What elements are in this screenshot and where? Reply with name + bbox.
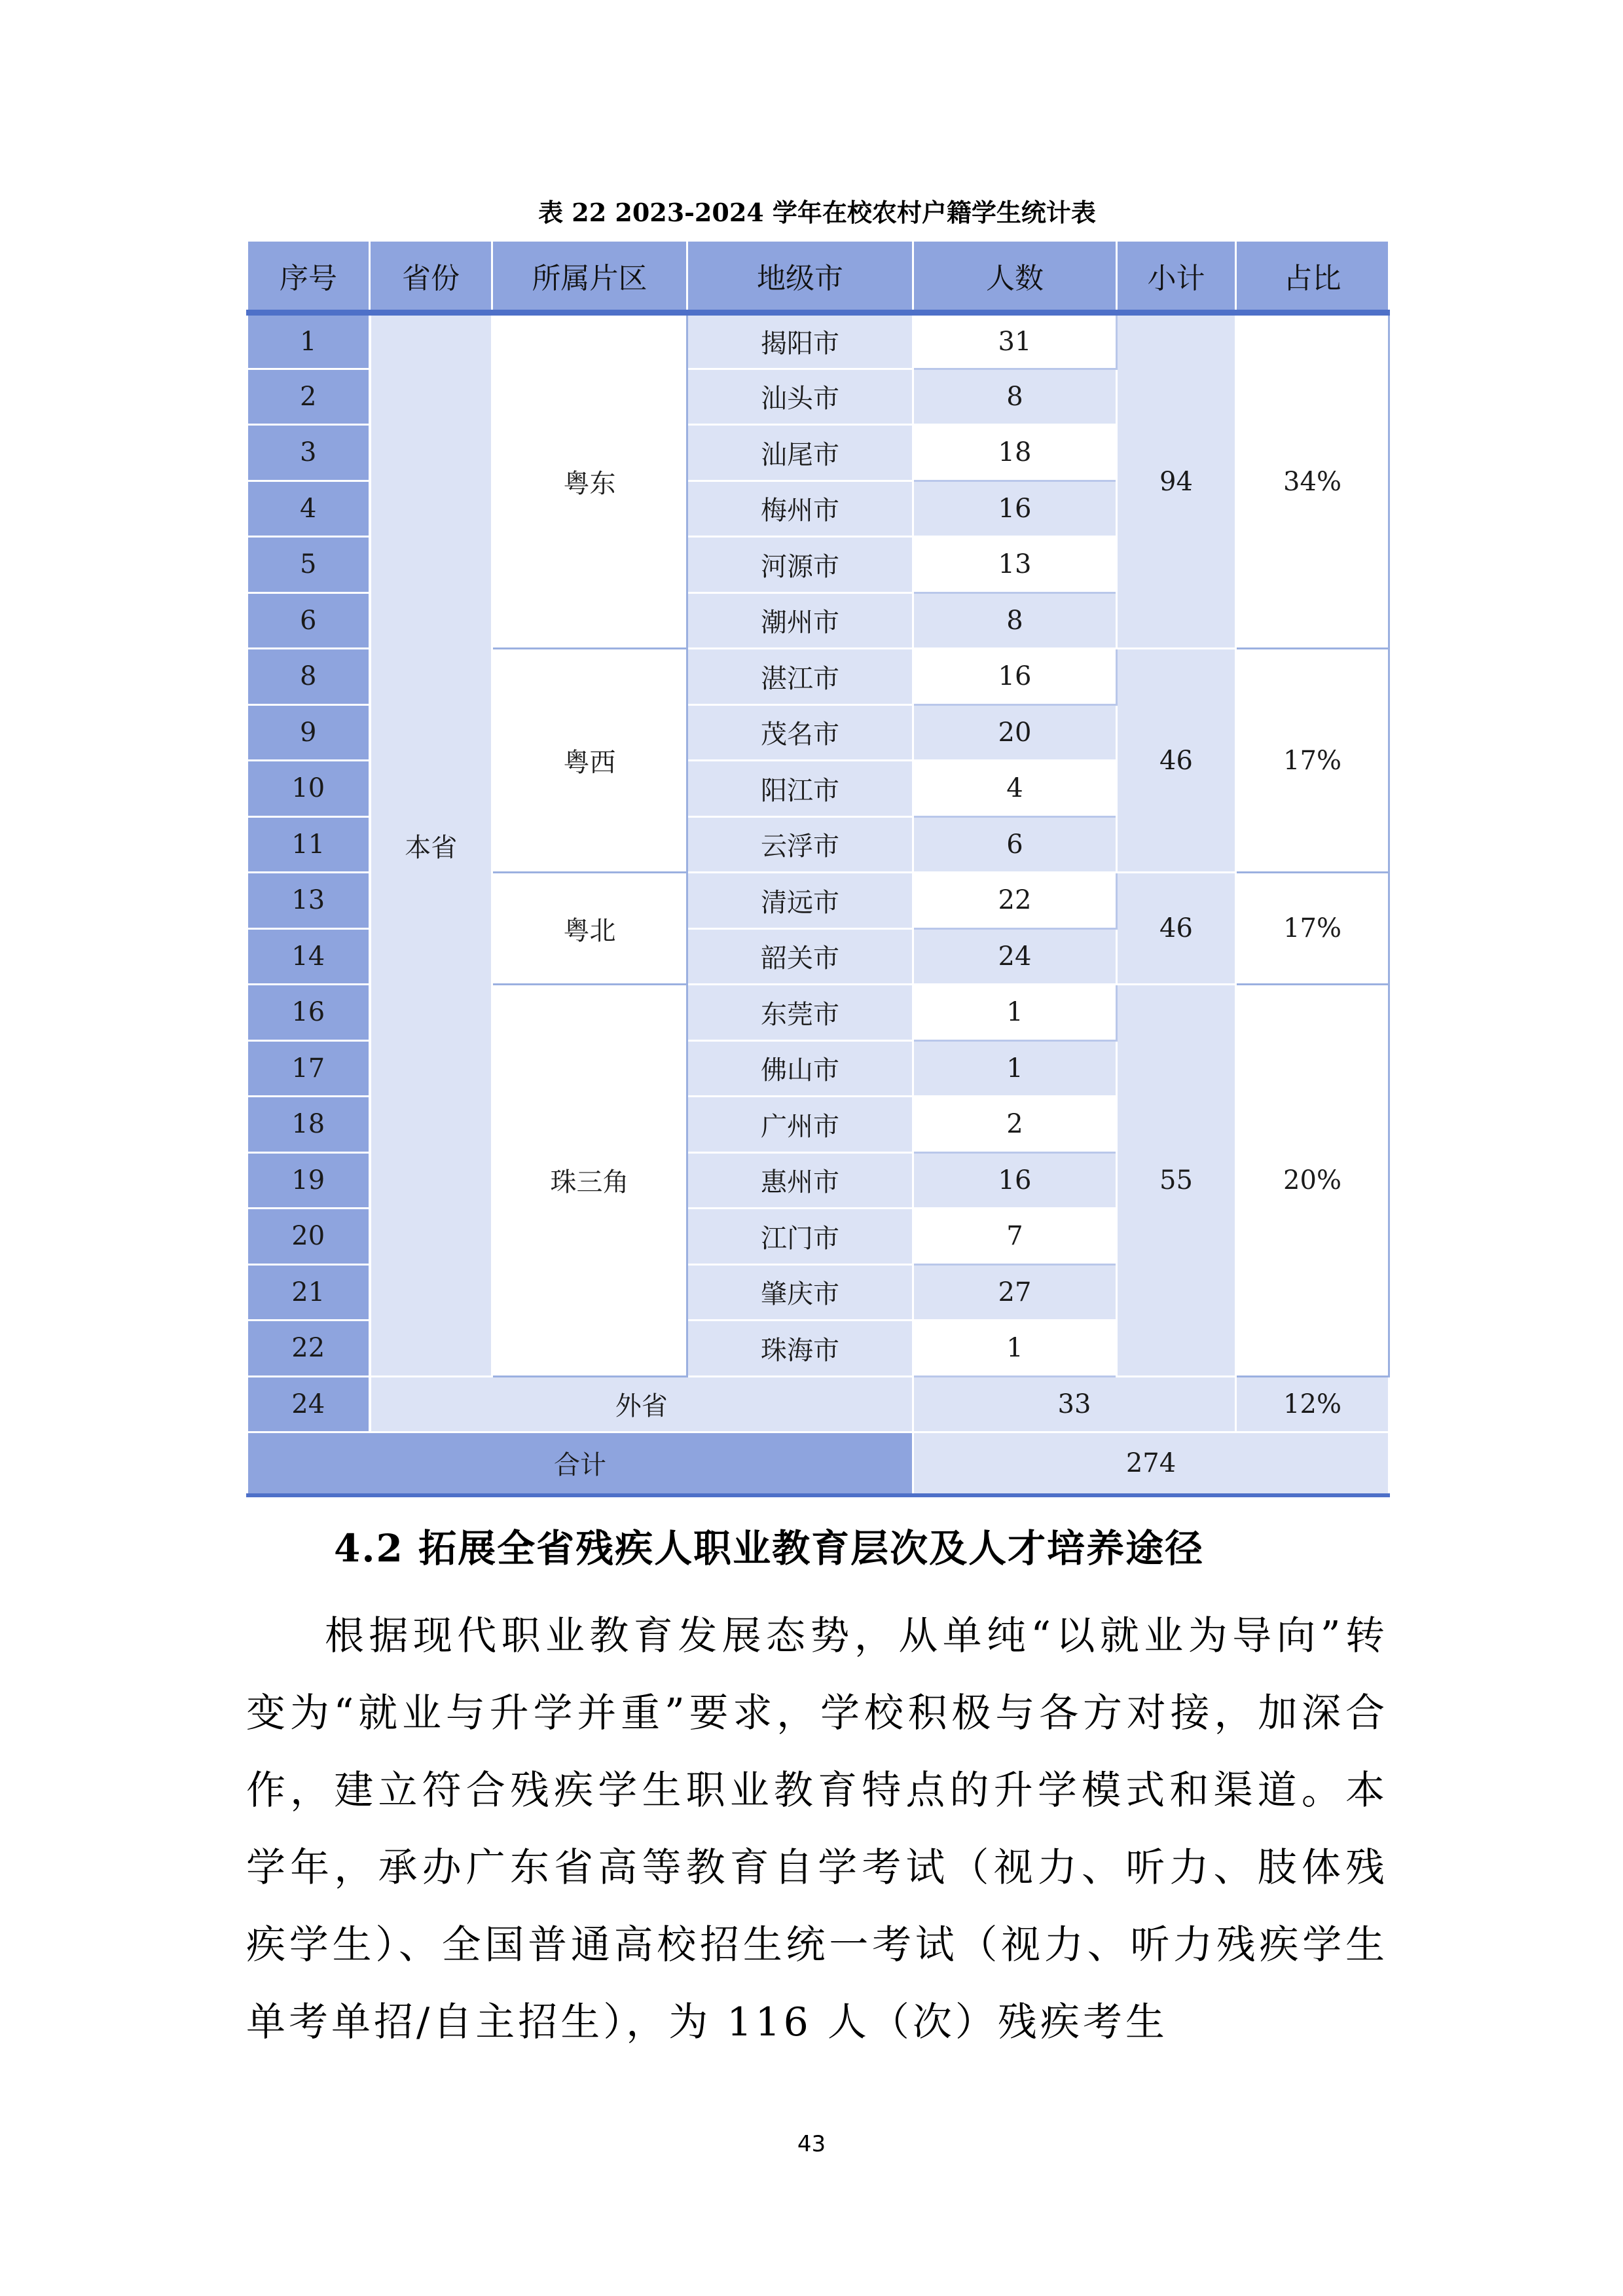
city-cell: 韶关市 [687,928,913,985]
external-label: 外省 [370,1376,913,1432]
province-cell: 本省 [370,313,492,1377]
city-cell: 佛山市 [687,1040,913,1097]
count-cell: 1 [913,985,1117,1041]
body-paragraph: 根据现代职业教育发展态势，从单纯“以就业为导向”转变为“就业与升学并重”要求，学校积极与各方对接，加深合作，建立符合残疾学生职业教育特点的升学模式和渠道。本学年，承办广东省高等教育自学考试（视力、听力、肢体残疾学生）、全国普通高校招生统一考试（视力、听力残疾学生单考单招/自主招生），为 116 人（次）残疾考生 [246,1613,1388,2045]
table-caption: 表 22 2023-2024 学年在校农村户籍学生统计表 [538,198,1096,227]
count-cell: 22 [913,873,1117,929]
seq-cell: 17 [247,1040,370,1097]
count-cell: 4 [913,761,1117,817]
count-cell: 8 [913,592,1117,649]
region-cell: 粤西 [492,649,687,873]
header-province: 省份 [370,241,492,313]
seq-cell: 10 [247,761,370,817]
total-value: 274 [913,1432,1389,1495]
seq-cell: 6 [247,592,370,649]
count-cell: 13 [913,537,1117,593]
city-cell: 潮州市 [687,592,913,649]
count-cell: 16 [913,1152,1117,1209]
share-cell: 34% [1236,313,1389,649]
rural-students-table [246,240,1390,1497]
count-cell: 8 [913,369,1117,425]
city-cell: 广州市 [687,1097,913,1153]
seq-cell: 21 [247,1264,370,1321]
header-count: 人数 [913,241,1117,313]
city-cell: 东莞市 [687,985,913,1041]
city-cell: 珠海市 [687,1321,913,1377]
seq-cell: 3 [247,425,370,481]
page-number: 43 [797,2131,826,2157]
city-cell: 湛江市 [687,649,913,705]
subtotal-cell: 55 [1117,985,1236,1377]
city-cell: 云浮市 [687,816,913,873]
header-subtotal: 小计 [1117,241,1236,313]
city-cell: 清远市 [687,873,913,929]
region-cell: 珠三角 [492,985,687,1377]
city-cell: 茂名市 [687,704,913,761]
count-cell: 1 [913,1040,1117,1097]
seq-cell: 4 [247,481,370,537]
city-cell: 揭阳市 [687,313,913,369]
count-cell: 2 [913,1097,1117,1153]
seq-cell: 14 [247,928,370,985]
city-cell: 惠州市 [687,1152,913,1209]
total-label: 合计 [247,1432,913,1495]
table-header-row [247,241,1389,313]
seq-cell: 9 [247,704,370,761]
seq-cell: 18 [247,1097,370,1153]
external-row [247,1376,1389,1432]
city-cell: 河源市 [687,537,913,593]
count-cell: 16 [913,481,1117,537]
seq-cell: 5 [247,537,370,593]
seq-cell: 19 [247,1152,370,1209]
region-cell: 粤北 [492,873,687,985]
count-cell: 16 [913,649,1117,705]
header-share: 占比 [1236,241,1389,313]
city-cell: 梅州市 [687,481,913,537]
header-region: 所属片区 [492,241,687,313]
count-cell: 18 [913,425,1117,481]
count-cell: 31 [913,313,1117,369]
external-count: 33 [913,1376,1236,1432]
count-cell: 7 [913,1209,1117,1265]
city-cell: 阳江市 [687,761,913,817]
seq-cell: 8 [247,649,370,705]
total-row [247,1432,1389,1495]
seq-cell: 16 [247,985,370,1041]
count-cell: 20 [913,704,1117,761]
city-cell: 汕头市 [687,369,913,425]
subtotal-cell: 46 [1117,873,1236,985]
section-heading: 4.2 拓展全省残疾人职业教育层次及人才培养途径 [334,1526,1205,1571]
city-cell: 汕尾市 [687,425,913,481]
seq-cell: 22 [247,1321,370,1377]
count-cell: 27 [913,1264,1117,1321]
seq-cell: 2 [247,369,370,425]
region-cell: 粤东 [492,313,687,649]
subtotal-cell: 94 [1117,313,1236,649]
external-share: 12% [1236,1376,1389,1432]
share-cell: 17% [1236,873,1389,985]
seq-cell: 20 [247,1209,370,1265]
count-cell: 1 [913,1321,1117,1377]
subtotal-cell: 46 [1117,649,1236,873]
table-row [247,313,1389,369]
count-cell: 24 [913,928,1117,985]
header-city: 地级市 [687,241,913,313]
seq-cell: 11 [247,816,370,873]
share-cell: 17% [1236,649,1389,873]
city-cell: 江门市 [687,1209,913,1265]
share-cell: 20% [1236,985,1389,1377]
seq-cell: 1 [247,313,370,369]
seq-cell: 13 [247,873,370,929]
count-cell: 6 [913,816,1117,873]
city-cell: 肇庆市 [687,1264,913,1321]
header-seq: 序号 [247,241,370,313]
seq-cell: 24 [247,1376,370,1432]
